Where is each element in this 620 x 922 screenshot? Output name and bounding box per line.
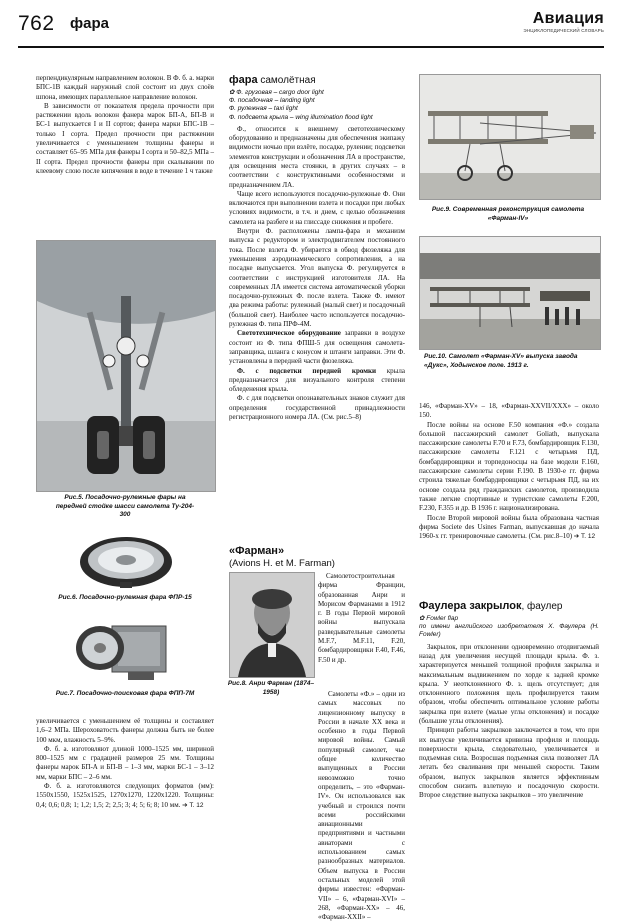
term-line: [229, 89, 405, 97]
paragraph: [36, 782, 214, 810]
term-line: Ф. рулежная – taxi light: [229, 105, 298, 113]
term-text: Ф. грузовая – cargo door light: [236, 89, 324, 96]
column-3-fowler: [419, 600, 599, 801]
paragraph: увеличивается с уменьшением её толщины и составляет 1,6–2 МПа. Шероховатость фанеры должна быть не более 100 мкм, влажность 5–9%.: [36, 717, 214, 744]
paragraph: В зависимости от показателя предела прочности при растяжении вдоль волокон фанера марок БП-А, БП-В и БС-1 выпускается I и II сортов; фанера марки БПС-1В – только I сорта. Предел прочности при растяжении увеличивается с уменьшением толщины фанеры и составляет 65–95 МПа для фанеры I сорта и 50–82,5 МПа – II сорта. Предел прочности фанеры при скалывании по клеевому слою после кипячения в воде в течение 1 ч также: [36, 101, 214, 175]
paragraph-text: Ф. б. а. изготовляются следующих форматов (мм): 1550х1550, 1525х1525, 1270х1270, 1220х1220. Толщины: 0,4; 0,6; 0,8; 1; 1,2; 1,5; 2; 2,5; 3; 4; 5; 6; 8; 10 мм.: [36, 782, 214, 809]
reference: Т. 12: [581, 533, 596, 541]
term-line: по имени английского изобретателя Х. Фаулера (H. Fowler): [419, 623, 599, 639]
heading-sub: , фаулер: [521, 601, 563, 612]
searchlight-illustration: [70, 612, 180, 684]
entry-heading-fowler: [419, 600, 599, 613]
figure-6-lamp-photo: [76, 528, 176, 590]
logo-subtitle: ЭНЦИКЛОПЕДИЧЕСКИЙ СЛОВАРЬ: [523, 28, 604, 33]
paragraph: Принцип работы закрылков заключается в том, что при их выпуске увеличивается кривизна профиля и площадь поверхности крыла, следовательно, увеличивается и подъемная сила. Возросшая подъемная сила позволяет ЛА летать без сваливания при меньшей скорости. Таким образом, выпуск закрылков является эффективным способом снизить взлетную и посадочную скорости. Второе следствие выпуска закрылков – это увеличение: [419, 726, 599, 800]
figure-7-searchlight-photo: [70, 612, 180, 684]
running-title: фара: [70, 15, 109, 32]
paragraph: [229, 329, 405, 366]
figure-7-caption: Рис.7. Посадочно-поисковая фара ФПП-7М: [55, 690, 195, 697]
publisher-logo: [523, 10, 604, 33]
figure-8-portrait-photo: [229, 572, 315, 678]
term-text: Fowler flap: [426, 615, 459, 622]
page-number: 762: [18, 12, 55, 35]
heading-main: фара: [229, 74, 258, 86]
paragraph: [419, 514, 599, 542]
portrait-illustration: [230, 573, 314, 677]
entry-heading-fara: [229, 74, 405, 87]
paragraph: После войны на основе F.50 компания «Ф.» создала большой пассажирский самолет Goliath, выпускала пассажирские самолеты F.70 и F.73, бомбардировщик F.130, пассажирские самолеты F.121 с четырьмя ПД, бомбардировщики и торпедоносцы на базе модели F.160, пассажирские самолеты серии F.190. В 1930-е гг. фирма строила тяжелые бомбардировщики с четырьмя ПД, на их основе создала ряд гражданских самолетов, производила также легкие спортивные и туристские самолеты F.200, F.230, F.355 и др. В 1936 г. национализирована.: [419, 420, 599, 513]
entry-heading-farman: [229, 545, 405, 569]
farman-text-beside-portrait-2: [318, 690, 405, 922]
figure-5-landing-gear-photo: [36, 240, 216, 492]
paragraph-text: Самолеты «Ф.» – одни из самых массовых по лицензионному выпуску в России в начале XX века и особенно в годы Первой мировой войны. Самый популярный самолет, чье общее количество выпущенных в России невозможно точно определить, – это «Фарман-IV». Он использовался как учебный и строился почти всеми российскими авиационными предприятиями и частными авиаторами с использованием самых разнообразных материалов. Объем выпуска в России остальных моделей этой фирмы известен: «Фарман-VII» – 6, «Фарман-XVI» – 268, «Фарман-XX» – 46, «Фарман-XXII» –: [318, 690, 405, 922]
figure-9-biplane-photo: [419, 74, 601, 200]
paragraph-text: После Второй мировой войны была образована частная фирма Societe des Usines Farman, выпускавшая до начала 1960-х гг. тренировочные самолеты. (См. рис.8–10): [419, 513, 599, 541]
paragraph-text: крыла предназначается для визуального контроля степени обледенения крыла.: [229, 366, 405, 394]
column-1-top: [36, 74, 214, 176]
column-2-fara: [229, 74, 405, 422]
term-line: Ф. посадочная – landing light: [229, 97, 315, 105]
heading-sub: (Avions H. et M. Farman): [229, 558, 335, 569]
paragraph: перпендикулярным направлением волокон. В Ф. б. а. марки БПС-1В каждый наружный слой состоит из двух слоёв шпона, имеющих параллельное направление волокон.: [36, 74, 215, 101]
page-header: [18, 10, 604, 44]
paragraph: [318, 690, 405, 922]
lamp-illustration: [76, 528, 176, 590]
lang-icon: ✿: [419, 615, 427, 622]
heading-sub: самолётная: [257, 75, 316, 86]
column-1-bottom: [36, 717, 214, 810]
paragraph: [229, 367, 405, 395]
biplane-illustration: [420, 75, 600, 199]
heading-main: Фаулера закрылок: [419, 600, 522, 612]
farman-text-beside-portrait: [318, 572, 405, 665]
paragraph: Ф. б. а. изготовляют длиной 1000–1525 мм, шириной 800–1525 мм с градацией размеров 25 мм. Толщины фанеры марок БП-А и БП-В – 1–3 мм, марки БС-1 – 3–12 мм, марки БПС – 2–6 мм.: [36, 744, 214, 781]
lang-icon: ✿: [229, 89, 237, 96]
lead-phrase: Ф. с подсветки передней кромки: [237, 366, 377, 375]
figure-10-caption: Рис.10. Самолет «Фарман-XV» выпуска завода «Дукс», Ходынское поле. 1913 г.: [424, 353, 578, 369]
figure-8-caption: Рис.8. Анри Фарман (1874–1958): [227, 680, 315, 696]
paragraph: Чаще всего используются посадочно-рулежные Ф. Они включаются при выполнении взлета и посадки при любых условиях видимости, в т.ч. и днем, с целью обозначения самолета на разбеге и на глиссаде снижения и пробеге.: [229, 189, 405, 226]
airfield-illustration: [420, 237, 600, 349]
paragraph: Внутри Ф. расположены лампа-фара и механизм выпуска с редуктором и электродвигателем постоянного тока. После взлета Ф. убирается в обвод фюзеляжа для уменьшения аэродинамического сопротивления, а на посадке выпускается. Угол выпуска Ф. регулируется в соответствии с инструкцией изготовителя ЛА. На современных ЛА имеется система автоматической уборки посадочно-рулежных Ф. после взлета. Также Ф. имеют два режима работы: рулежный (малый свет) и посадочный (большой свет). Наиболее часто используется посадочно-рулежная Ф. типа ПРФ-4М.: [229, 227, 405, 329]
paragraph: 146, «Фарман-XV» – 18, «Фарман-XXVII/XXX» – около 150.: [419, 402, 599, 420]
paragraph: Ф., относится к внешнему светотехническому оборудованию и предназначены для обеспечения экипажу видимости ночью при взлёте, посадке, рулении; подсветки элементов конструкции и обозначения ЛА в пространстве, для освещения места стоянки, в других случаях – в соответствии с конструктивными особенностями и предназначением ЛА.: [229, 124, 405, 189]
header-rule: [18, 46, 604, 48]
term-line: [419, 615, 599, 623]
column-3-farman-continued: [419, 402, 599, 541]
figure-5-caption: Рис.5. Посадочно-рулежные фары на передней стойке шасси самолета Ту-204-300: [55, 494, 195, 518]
term-line: Ф. подсвета крыла – wing illumination flood light: [229, 113, 373, 121]
landing-gear-illustration: [37, 241, 215, 491]
arrow-ref-icon: ➔: [182, 801, 188, 809]
heading-main: «Фарман»: [229, 545, 285, 557]
figure-6-caption: Рис.6. Посадочно-рулежная фара ФПР-15: [58, 594, 192, 601]
paragraph: Закрылок, при отклонении одновременно отодвигаемый назад для увеличения несущей площади крыла. Ф. з. характеризуется меньшей толщиной профиля закрылка и максимальным выдвижением по хорде к задней кромке крыла. У неотклоненного Ф. з. щель отсутствует; для отклоненного положения щель профилируется таким образом, чтобы обеспечить оптимальное условие работы закрылка при взлете (малые углы отклонения) и посадке (большие углы отклонения).: [419, 642, 599, 725]
logo-title: Авиация: [532, 10, 604, 27]
paragraph: Самолетостроительная фирма Франции, образованная Анри и Морисом Фарманами в 1912 г. В годы Первой мировой войны выпускала разведывательные самолеты М.F.7, М.F.11, F.20, бомбардировщики F.40, F.46, F.50 и др.: [318, 572, 405, 664]
paragraph-text: заправки в воздухе состоит из Ф. типа ФПШ-5 для освещения самолета-заправщика, шланга с конусом и штанги заправки. Эти Ф. установлены в передней части фюзеляжа.: [229, 329, 405, 366]
figure-9-caption: Рис.9. Современная реконструкция самолета «Фарман-IV»: [431, 206, 585, 222]
arrow-ref-icon: ➔: [573, 533, 580, 541]
reference: Т. 12: [189, 801, 204, 809]
lead-phrase: Светотехническое оборудование: [237, 329, 341, 338]
figure-10-airfield-photo: [419, 236, 601, 350]
paragraph: Ф. с для подсветки опознавательных знаков служит для определения государственной принадлежности регистрационного номера ЛА. (См. рис.5–8): [229, 394, 405, 422]
